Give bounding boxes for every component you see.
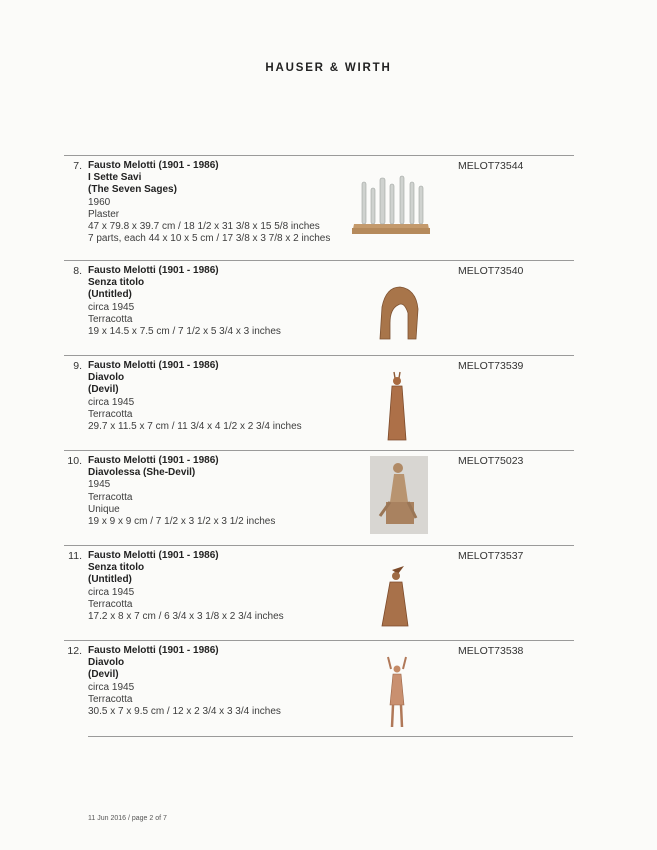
page-footer: 11 Jun 2016 / page 2 of 7 (88, 815, 167, 822)
devil-sculpture-image (382, 370, 412, 444)
untitled-figure-sculpture-image (376, 564, 412, 630)
artwork-date: circa 1945 (88, 396, 135, 408)
artwork-title: Diavolo (88, 657, 125, 669)
artwork-date: circa 1945 (88, 586, 135, 598)
inventory-code: MELOT73544 (458, 160, 524, 172)
she-devil-sculpture-image (370, 456, 428, 534)
artist-name: Fausto Melotti (1901 - 1986) (88, 455, 219, 466)
artist-name: Fausto Melotti (1901 - 1986) (88, 265, 219, 276)
bottom-divider (88, 736, 573, 737)
artwork-title: Senza titolo (88, 277, 145, 289)
artist-name: Fausto Melotti (1901 - 1986) (88, 645, 219, 656)
artwork-title: I Sette Savi (88, 172, 142, 184)
artwork-medium: Terracotta (88, 491, 133, 503)
artwork-info (88, 645, 388, 718)
artwork-entry (64, 155, 574, 252)
gallery-logo: HAUSER & WIRTH (265, 62, 392, 74)
artwork-medium: Terracotta (88, 313, 133, 325)
inventory-code: MELOT75023 (458, 455, 524, 467)
artwork-subtitle: (The Seven Sages) (88, 184, 177, 196)
artwork-title: Diavolessa (She-Devil) (88, 467, 196, 479)
artist-name: Fausto Melotti (1901 - 1986) (88, 160, 219, 171)
artwork-parts: 7 parts, each 44 x 10 x 5 cm / 17 3/8 x 3 7/8 x 2 inches (88, 233, 331, 245)
artwork-subtitle: (Devil) (88, 384, 119, 396)
entry-number: 8. (73, 265, 82, 277)
artwork-info (88, 550, 388, 623)
artwork-info (88, 360, 388, 433)
artwork-date: 1960 (88, 196, 111, 208)
seven-sages-sculpture-image (352, 174, 432, 236)
artwork-entry (64, 450, 574, 547)
artwork-title: Diavolo (88, 372, 125, 384)
devil-raised-arms-sculpture-image (382, 655, 412, 731)
artwork-medium: Terracotta (88, 408, 133, 420)
artwork-medium: Plaster (88, 208, 120, 220)
entry-number: 7. (73, 160, 82, 172)
artwork-entry (64, 545, 574, 642)
artwork-dimensions: 47 x 79.8 x 39.7 cm / 18 1/2 x 31 3/8 x 15 5/8 inches (88, 221, 320, 233)
artwork-info (88, 455, 388, 528)
artwork-subtitle: (Untitled) (88, 289, 132, 301)
artwork-dimensions: 19 x 9 x 9 cm / 7 1/2 x 3 1/2 x 3 1/2 inches (88, 516, 276, 528)
artwork-info (88, 160, 388, 245)
artwork-title: Senza titolo (88, 562, 145, 574)
artwork-subtitle: (Devil) (88, 669, 119, 681)
artwork-entry (64, 355, 574, 452)
artwork-date: circa 1945 (88, 301, 135, 313)
entry-number: 10. (67, 455, 82, 467)
artwork-subtitle: (Untitled) (88, 574, 132, 586)
inventory-code: MELOT73537 (458, 550, 524, 562)
entry-number: 12. (67, 645, 82, 657)
artwork-date: 1945 (88, 479, 111, 491)
entry-number: 11. (68, 550, 82, 562)
arch-sculpture-image (376, 283, 422, 341)
inventory-code: MELOT73538 (458, 645, 524, 657)
artwork-entry (64, 260, 574, 357)
artwork-medium: Terracotta (88, 693, 133, 705)
artwork-dimensions: 30.5 x 7 x 9.5 cm / 12 x 2 3/4 x 3 3/4 inches (88, 706, 281, 718)
artwork-dimensions: 29.7 x 11.5 x 7 cm / 11 3/4 x 4 1/2 x 2 3/4 inches (88, 421, 302, 433)
artwork-entry (64, 640, 574, 737)
artwork-dimensions: 19 x 14.5 x 7.5 cm / 7 1/2 x 5 3/4 x 3 inches (88, 326, 281, 338)
artwork-medium: Terracotta (88, 598, 133, 610)
inventory-code: MELOT73540 (458, 265, 524, 277)
artist-name: Fausto Melotti (1901 - 1986) (88, 550, 219, 561)
artwork-info (88, 265, 388, 338)
inventory-code: MELOT73539 (458, 360, 524, 372)
artwork-dimensions: 17.2 x 8 x 7 cm / 6 3/4 x 3 1/8 x 2 3/4 inches (88, 611, 284, 623)
entry-number: 9. (73, 360, 82, 372)
artwork-date: circa 1945 (88, 681, 135, 693)
artwork-edition: Unique (88, 503, 120, 515)
artist-name: Fausto Melotti (1901 - 1986) (88, 360, 219, 371)
